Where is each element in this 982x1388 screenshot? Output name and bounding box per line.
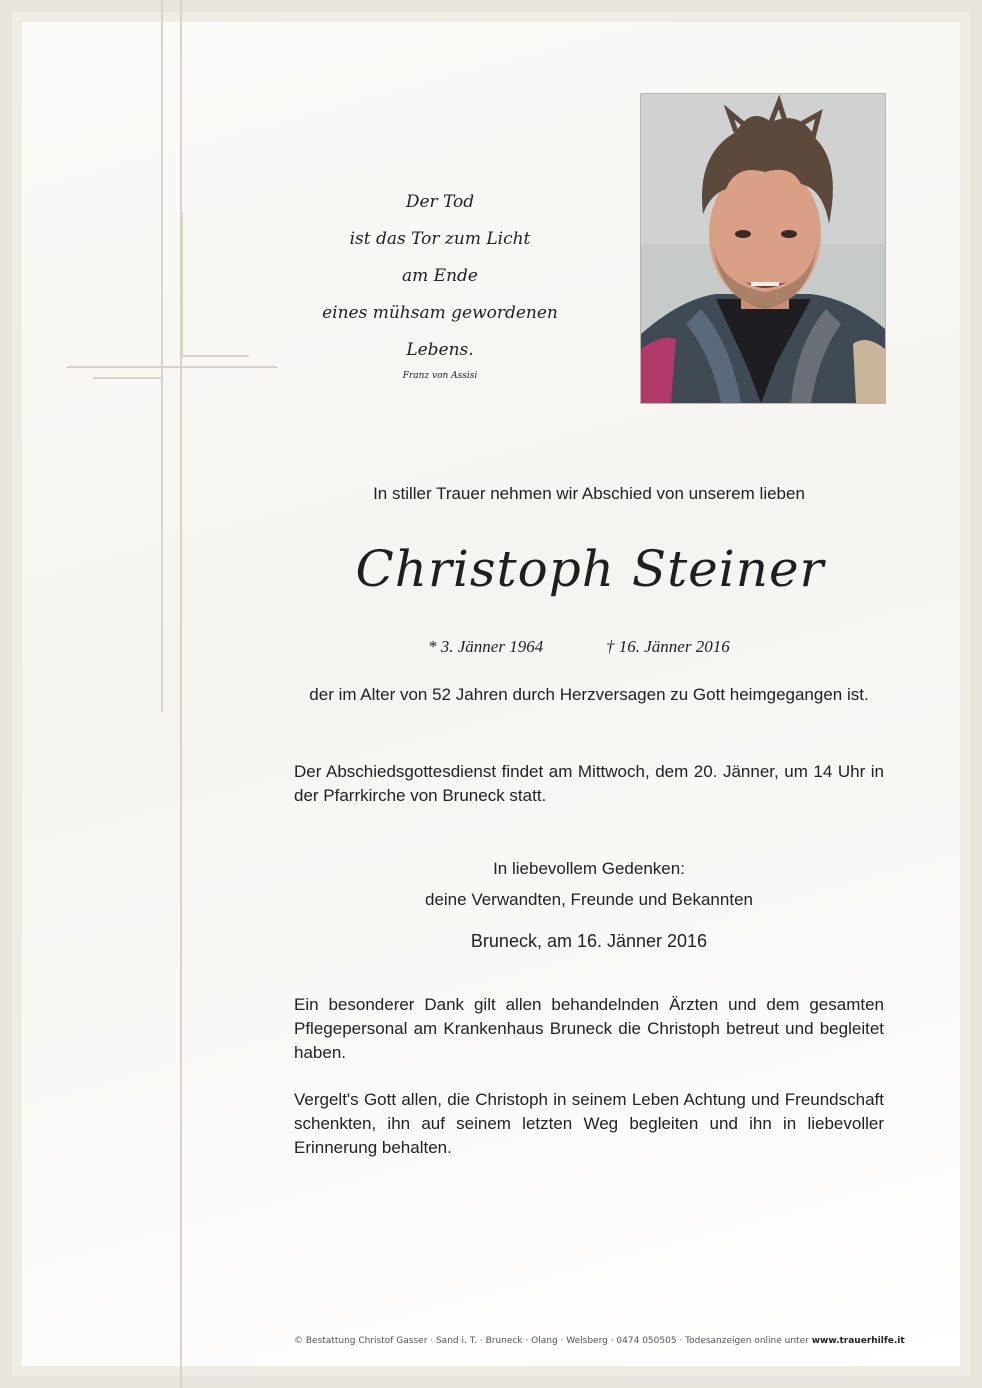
quote-source: Franz von Assisi xyxy=(402,371,478,381)
gratitude-text: Vergelt's Gott allen, die Christoph in seinem Leben Achtung und Freundschaft schenkten, ihn auf seinem letzten Weg begleiten und ihn in liebevoller Erinnerung behalten. xyxy=(294,1090,884,1157)
death-info: der im Alter von 52 Jahren durch Herzversagen zu Gott heimgegangen ist. xyxy=(309,685,869,704)
birth-date: * 3. Jänner 1964 xyxy=(428,637,544,656)
cross-horizontal-top-short xyxy=(181,355,249,357)
cross-horizontal-lower xyxy=(93,377,163,379)
quote-block xyxy=(290,184,590,383)
thanks-text: Ein besonderer Dank gilt allen behandelnden Ärzten und dem gesamten Pflegepersonal am Krankenhaus Bruneck die Christoph betreut und begleitet haben. xyxy=(294,995,884,1062)
footer xyxy=(294,1336,954,1346)
cross-vertical-left xyxy=(161,0,163,712)
memorial-family: deine Verwandten, Freunde und Bekannten xyxy=(425,890,753,909)
cross-vertical-right xyxy=(180,0,182,1388)
intro-text: In stiller Trauer nehmen wir Abschied von unserem lieben xyxy=(373,484,805,503)
memorial-place-date: Bruneck, am 16. Jänner 2016 xyxy=(470,931,708,951)
footer-link[interactable]: www.trauerhilfe.it xyxy=(811,1336,905,1346)
death-date: † 16. Jänner 2016 xyxy=(606,637,730,656)
memorial-heading: In liebevollem Gedenken: xyxy=(493,859,685,878)
deceased-name: Christoph Steiner xyxy=(355,540,825,598)
portrait-photo xyxy=(640,93,886,404)
quote-line: eines mühsam gewordenen Lebens. xyxy=(322,303,558,360)
quote-line: Der Tod xyxy=(405,192,475,212)
footer-text: © Bestattung Christof Gasser · Sand i. T. · Bruneck · Olang · Welsberg · 0474 050505 · Todesanzeigen online unter xyxy=(294,1336,809,1346)
cross-vertical-top-short xyxy=(181,212,183,357)
quote-line: am Ende xyxy=(402,266,478,286)
portrait-illustration xyxy=(641,94,885,403)
cross-horizontal-main xyxy=(67,366,277,368)
quote-line: ist das Tor zum Licht xyxy=(349,229,531,249)
service-info: Der Abschiedsgottesdienst findet am Mittwoch, dem 20. Jänner, um 14 Uhr in der Pfarrkirche von Bruneck statt. xyxy=(294,762,884,805)
